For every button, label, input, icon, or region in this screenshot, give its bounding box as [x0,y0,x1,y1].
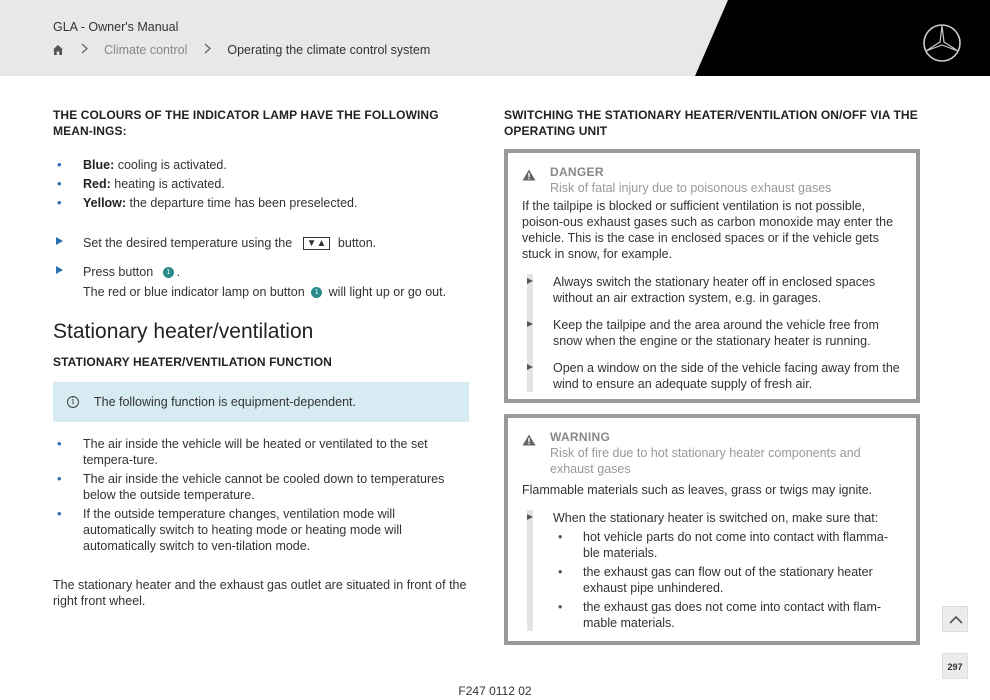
step-note-text: will light up or go out. [328,285,447,299]
danger-step [522,360,902,392]
temperature-steps [53,235,469,300]
colour-text: cooling is activated. [114,158,227,172]
step-text: button. [337,236,377,250]
danger-step [522,274,902,306]
colour-text: heating is activated. [110,177,225,191]
step-bar [527,510,533,631]
temperature-arrows-button-icon: ▼▲ [303,237,331,250]
step-text: When the stationary heater is switched on, make sure that: [553,511,879,525]
step-arrow-icon [527,364,533,370]
colour-label-yellow: Yellow: [83,196,127,210]
colours-list [53,157,469,211]
step-arrow-icon [527,321,533,327]
colour-label-red: Red: [83,177,111,191]
list-item: • the exhaust gas does not come into contact with flam-mable materials. [553,599,902,631]
warning-header [522,430,902,477]
scroll-to-top-button[interactable] [942,606,968,632]
danger-text: If the tailpipe is blocked or sufficient ventilation is not possible, poison-ous exhaust gases such as carbon monoxide may enter the vehicle. This is the case in enclosed spaces or if the vehicle gets stuck in snow, for example. [522,199,894,261]
closing-paragraph: The stationary heater and the exhaust gas outlet are situated in front of the right front wheel. [53,578,467,608]
danger-header [522,165,902,196]
step-arrow-icon [56,266,63,274]
colour-label-blue: Blue: [83,158,115,172]
breadcrumb [52,42,430,57]
list-item: • The air inside the vehicle cannot be cooled down to temperatures below the outside temperature. [53,471,469,503]
danger-title: DANGER [550,165,604,179]
section-title: Stationary heater/ventilation [53,320,314,343]
list-item: • The air inside the vehicle will be heated or ventilated to the set tempera-ture. [53,436,469,468]
step-note-text: The red or blue indicator lamp on button [83,285,305,299]
function-list [53,436,469,554]
step-text: Set the desired temperature using the [83,236,293,250]
step-text: . [176,265,181,279]
colours-heading: THE COLOURS OF THE INDICATOR LAMP HAVE THE FOLLOWING MEAN-INGS: [53,108,439,138]
step-note [83,284,469,300]
button-1-badge-icon: 1 [311,287,322,298]
warning-text: Flammable materials such as leaves, grass or twigs may ignite. [522,483,873,497]
warning-triangle-icon [522,434,536,446]
warning-box [504,414,920,645]
warning-title: WARNING [550,430,611,444]
danger-step [522,317,902,349]
chevron-up-icon [943,607,969,633]
list-item: • If the outside temperature changes, ventilation mode will automatically switch to heating mode or heating mode will automatically switch to ven-tilation mode. [53,506,469,554]
right-column [504,107,920,645]
switching-heading: SWITCHING THE STATIONARY HEATER/VENTILATION ON/OFF VIA THE OPERATING UNIT [504,108,918,138]
info-icon: i [67,396,79,408]
breadcrumb-link-climate-control[interactable]: Climate control [104,42,188,57]
step-arrow-icon [527,514,533,520]
colour-text: the departure time has been preselected. [126,196,358,210]
step-text: Press button [83,265,154,279]
danger-subtitle: Risk of fatal injury due to poisonous exhaust gases [550,181,832,195]
info-note [53,382,469,422]
info-text: The following function is equipment-dependent. [94,395,356,409]
warning-step [522,510,902,631]
warning-steps [522,510,902,631]
step-text: Keep the tailpipe and the area around the vehicle free from snow when the engine or the stationary heater is running. [553,318,879,348]
chevron-right-icon [199,42,215,57]
chevron-right-icon [76,42,92,57]
left-column [53,107,469,609]
danger-steps [522,274,902,392]
list-item: • the exhaust gas can flow out of the stationary heater exhaust pipe unhindered. [553,564,902,596]
danger-box [504,149,920,403]
step-text: Always switch the stationary heater off in enclosed spaces without an air extraction system, e.g. in garages. [553,275,876,305]
list-item [53,157,469,173]
page-number-button[interactable]: 297 [942,653,968,679]
warning-triangle-icon [522,169,536,181]
warning-sub-list [553,529,902,631]
warning-subtitle: Risk of fire due to hot stationary heater components and exhaust gases [550,446,861,476]
mercedes-star-logo-icon[interactable] [922,23,962,63]
home-icon[interactable] [52,44,64,56]
function-heading: STATIONARY HEATER/VENTILATION FUNCTION [53,355,332,369]
step-arrow-icon [527,278,533,284]
list-item [53,195,469,211]
button-1-badge-icon: 1 [163,267,174,278]
page-header [0,0,990,76]
step-press-button [53,264,469,300]
step-set-temperature [53,235,469,251]
list-item: • hot vehicle parts do not come into contact with flamma-ble materials. [553,529,902,561]
step-text: Open a window on the side of the vehicle facing away from the wind to ensure an adequate supply of fresh air. [553,361,900,391]
manual-title: GLA - Owner's Manual [53,20,179,34]
step-arrow-icon [56,237,63,245]
breadcrumb-current: Operating the climate control system [227,42,431,57]
list-item [53,176,469,192]
figure-code: F247 0112 02 [458,684,532,698]
